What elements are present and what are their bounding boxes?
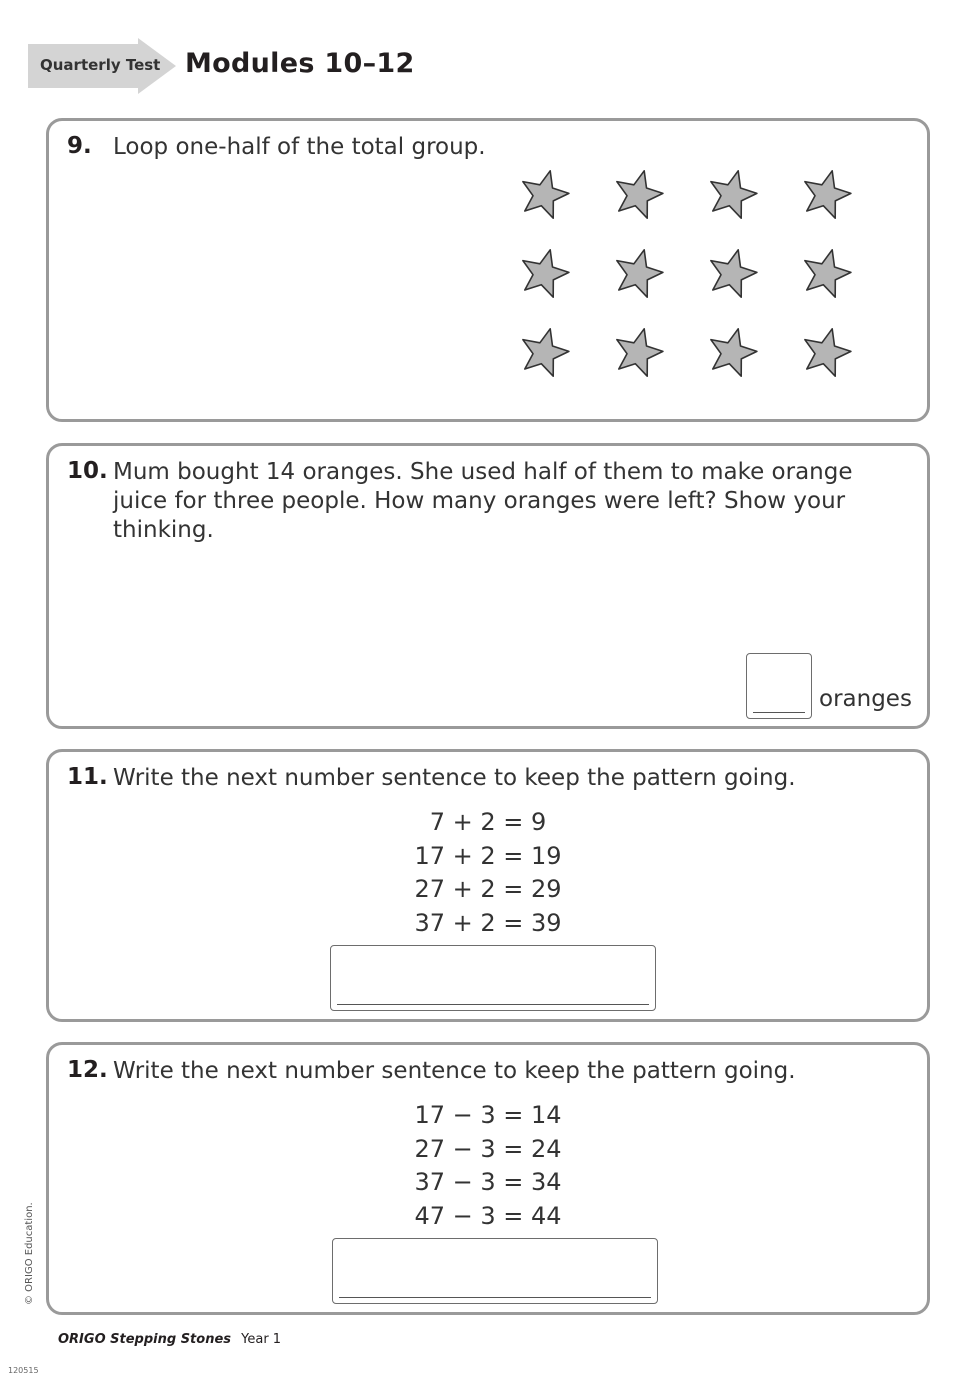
question-number: 10. [67,458,108,484]
answer-box[interactable] [746,653,812,719]
star-icon[interactable] [617,250,663,297]
star-icon[interactable] [523,329,569,376]
footer-year: Year 1 [241,1332,282,1347]
answer-line [337,1004,649,1005]
question-text: Mum bought 14 oranges. She used half of them to make orange juice for three people. How many oranges were left? Show your thinking. [113,459,853,543]
equation: 17 + 2 = 19 [414,841,562,870]
question-number: 11. [67,764,108,790]
footer-brand: ORIGO Stepping Stones [58,1332,232,1347]
question-10-panel [46,443,930,729]
document-code: 120515 [8,1366,39,1375]
footer [58,1332,281,1347]
equation-list [49,1099,927,1233]
star-icon[interactable] [805,329,851,376]
equation: 27 + 2 = 29 [414,875,562,903]
quarterly-test-label: Quarterly Test [40,56,161,74]
star-icon[interactable] [805,171,851,218]
question-12-panel [46,1042,930,1315]
question-text: Write the next number sentence to keep the pattern going. [113,765,796,791]
question-text: Write the next number sentence to keep the pattern going. [113,1058,796,1084]
answer-line [339,1297,651,1298]
star-icon[interactable] [523,250,569,297]
question-number: 9. [67,133,92,159]
star-icon[interactable] [617,329,663,376]
quarterly-test-tag [28,38,178,94]
answer-line [753,712,805,713]
page-title: Modules 10–12 [185,48,415,79]
equation: 37 − 3 = 34 [414,1168,562,1196]
equation: 37 + 2 = 39 [414,908,562,937]
answer-box[interactable] [332,1238,658,1304]
star-icon[interactable] [711,329,757,376]
star-icon[interactable] [523,171,569,218]
question-number: 12. [67,1057,108,1083]
question-9-panel [46,118,930,422]
question-text: Loop one-half of the total group. [113,134,486,160]
equation: 7 + 2 = 9 [429,808,547,836]
equation: 17 − 3 = 14 [414,1101,562,1129]
copyright-notice: © ORIGO Education. [24,1202,35,1305]
equation: 47 − 3 = 44 [414,1201,562,1230]
star-icon[interactable] [617,171,663,218]
question-11-panel [46,749,930,1022]
equation-list [49,806,927,940]
star-icon[interactable] [805,250,851,297]
star-icon[interactable] [711,171,757,218]
answer-box[interactable] [330,945,656,1011]
unit-label: oranges [819,686,912,712]
star-group[interactable] [519,165,909,385]
equation: 27 − 3 = 24 [414,1134,562,1163]
star-icon[interactable] [711,250,757,297]
